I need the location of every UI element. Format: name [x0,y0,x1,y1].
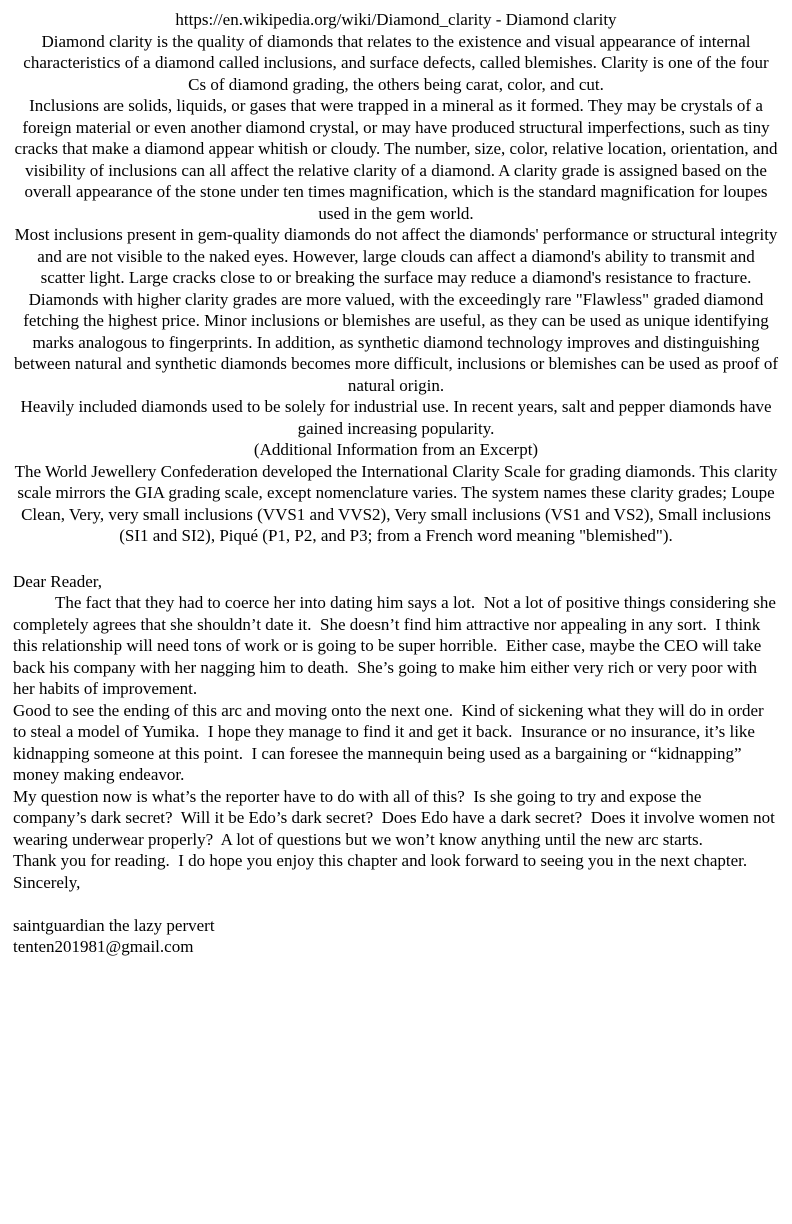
signature-block [13,915,779,958]
article-paragraph: Inclusions are solids, liquids, or gases that were trapped in a mineral as it formed. They may be crystals of a foreign material or even another diamond crystal, or may have produced structural imperfections, such as tiny cracks that make a diamond appear whitish or cloudy. The number, size, color, relative location, orientation, and visibility of inclusions can all affect the relative clarity of a diamond. A clarity grade is assigned based on the overall appearance of the stone under ten times magnification, which is the standard magnification for loupes used in the gem world. [14,96,778,223]
article-paragraph: The World Jewellery Confederation developed the International Clarity Scale for grading diamonds. This clarity scale mirrors the GIA grading scale, except nomenclature varies. The system names these clarity grades; Loupe Clean, Very, very small inclusions (VVS1 and VVS2), Very small inclusions (VS1 and VS2), Small inclusions (SI1 and SI2), Piqué (P1, P2, and P3; from a French word meaning "blemished"). [14,461,778,545]
letter-paragraph: My question now is what’s the reporter have to do with all of this? Is she going to try and expose the company’s dark secret? Will it be Edo’s dark secret? Does Edo have a dark secret? Does it involve women not wearing underwear properly? A lot of questions but we won’t know anything until the new arc starts. [13,786,780,849]
article-excerpt-note: (Additional Information from an Excerpt) [253,440,539,459]
letter-paragraph: Thank you for reading. I do hope you enjoy this chapter and look forward to seeing you in the next chapter. [13,851,748,870]
letter-paragraph: Good to see the ending of this arc and moving onto the next one. Kind of sickening what they will do in order to steal a model of Yumika. I hope they manage to find it and get it back. Insurance or no insurance, it’s like kidnapping someone at this point. I can foresee the mannequin being used as a bargaining or “kidnapping” money making endeavor. [13,700,768,784]
article-paragraph: Diamond clarity is the quality of diamonds that relates to the existence and visual appearance of internal characteristics of a diamond called inclusions, and surface defects, called blemishes. Clarity is one of the four Cs of diamond grading, the others being carat, color, and cut. [23,31,769,94]
signature-name: saintguardian the lazy pervert [13,915,215,935]
letter-salutation: Dear Reader, [13,571,102,591]
source-url-line: https://en.wikipedia.org/wiki/Diamond_clarity - Diamond clarity [175,10,617,29]
letter-section [13,571,779,958]
article-section [13,9,779,547]
article-paragraph: Most inclusions present in gem-quality diamonds do not affect the diamonds' performance or structural integrity and are not visible to the naked eyes. However, large clouds can affect a diamond's ability to transmit and scatter light. Large cracks close to or breaking the surface may reduce a diamond's resistance to fracture. [14,225,778,287]
letter-paragraph: The fact that they had to coerce her into dating him says a lot. Not a lot of positive things considering she completely agrees that she shouldn’t date it. She doesn’t find him attractive nor appealing in any sort. I think this relationship will need tons of work or is going to be super horrible. Either case, maybe the CEO will take back his company with her nagging him to death. She’s going to make him either very rich or very poor with her habits of improvement. [13,593,781,698]
article-paragraph: Heavily included diamonds used to be solely for industrial use. In recent years, salt and pepper diamonds have gained increasing popularity. [20,397,772,438]
article-paragraph: Diamonds with higher clarity grades are more valued, with the exceedingly rare "Flawless" graded diamond fetching the highest price. Minor inclusions or blemishes are useful, as they can be used as unique identifying marks analogous to fingerprints. In addition, as synthetic diamond technology improves and distinguishing between natural and synthetic diamonds becomes more difficult, inclusions or blemishes can be used as proof of natural origin. [13,289,778,395]
signature-email: tenten201981@gmail.com [13,937,194,956]
letter-closing: Sincerely, [13,872,81,892]
